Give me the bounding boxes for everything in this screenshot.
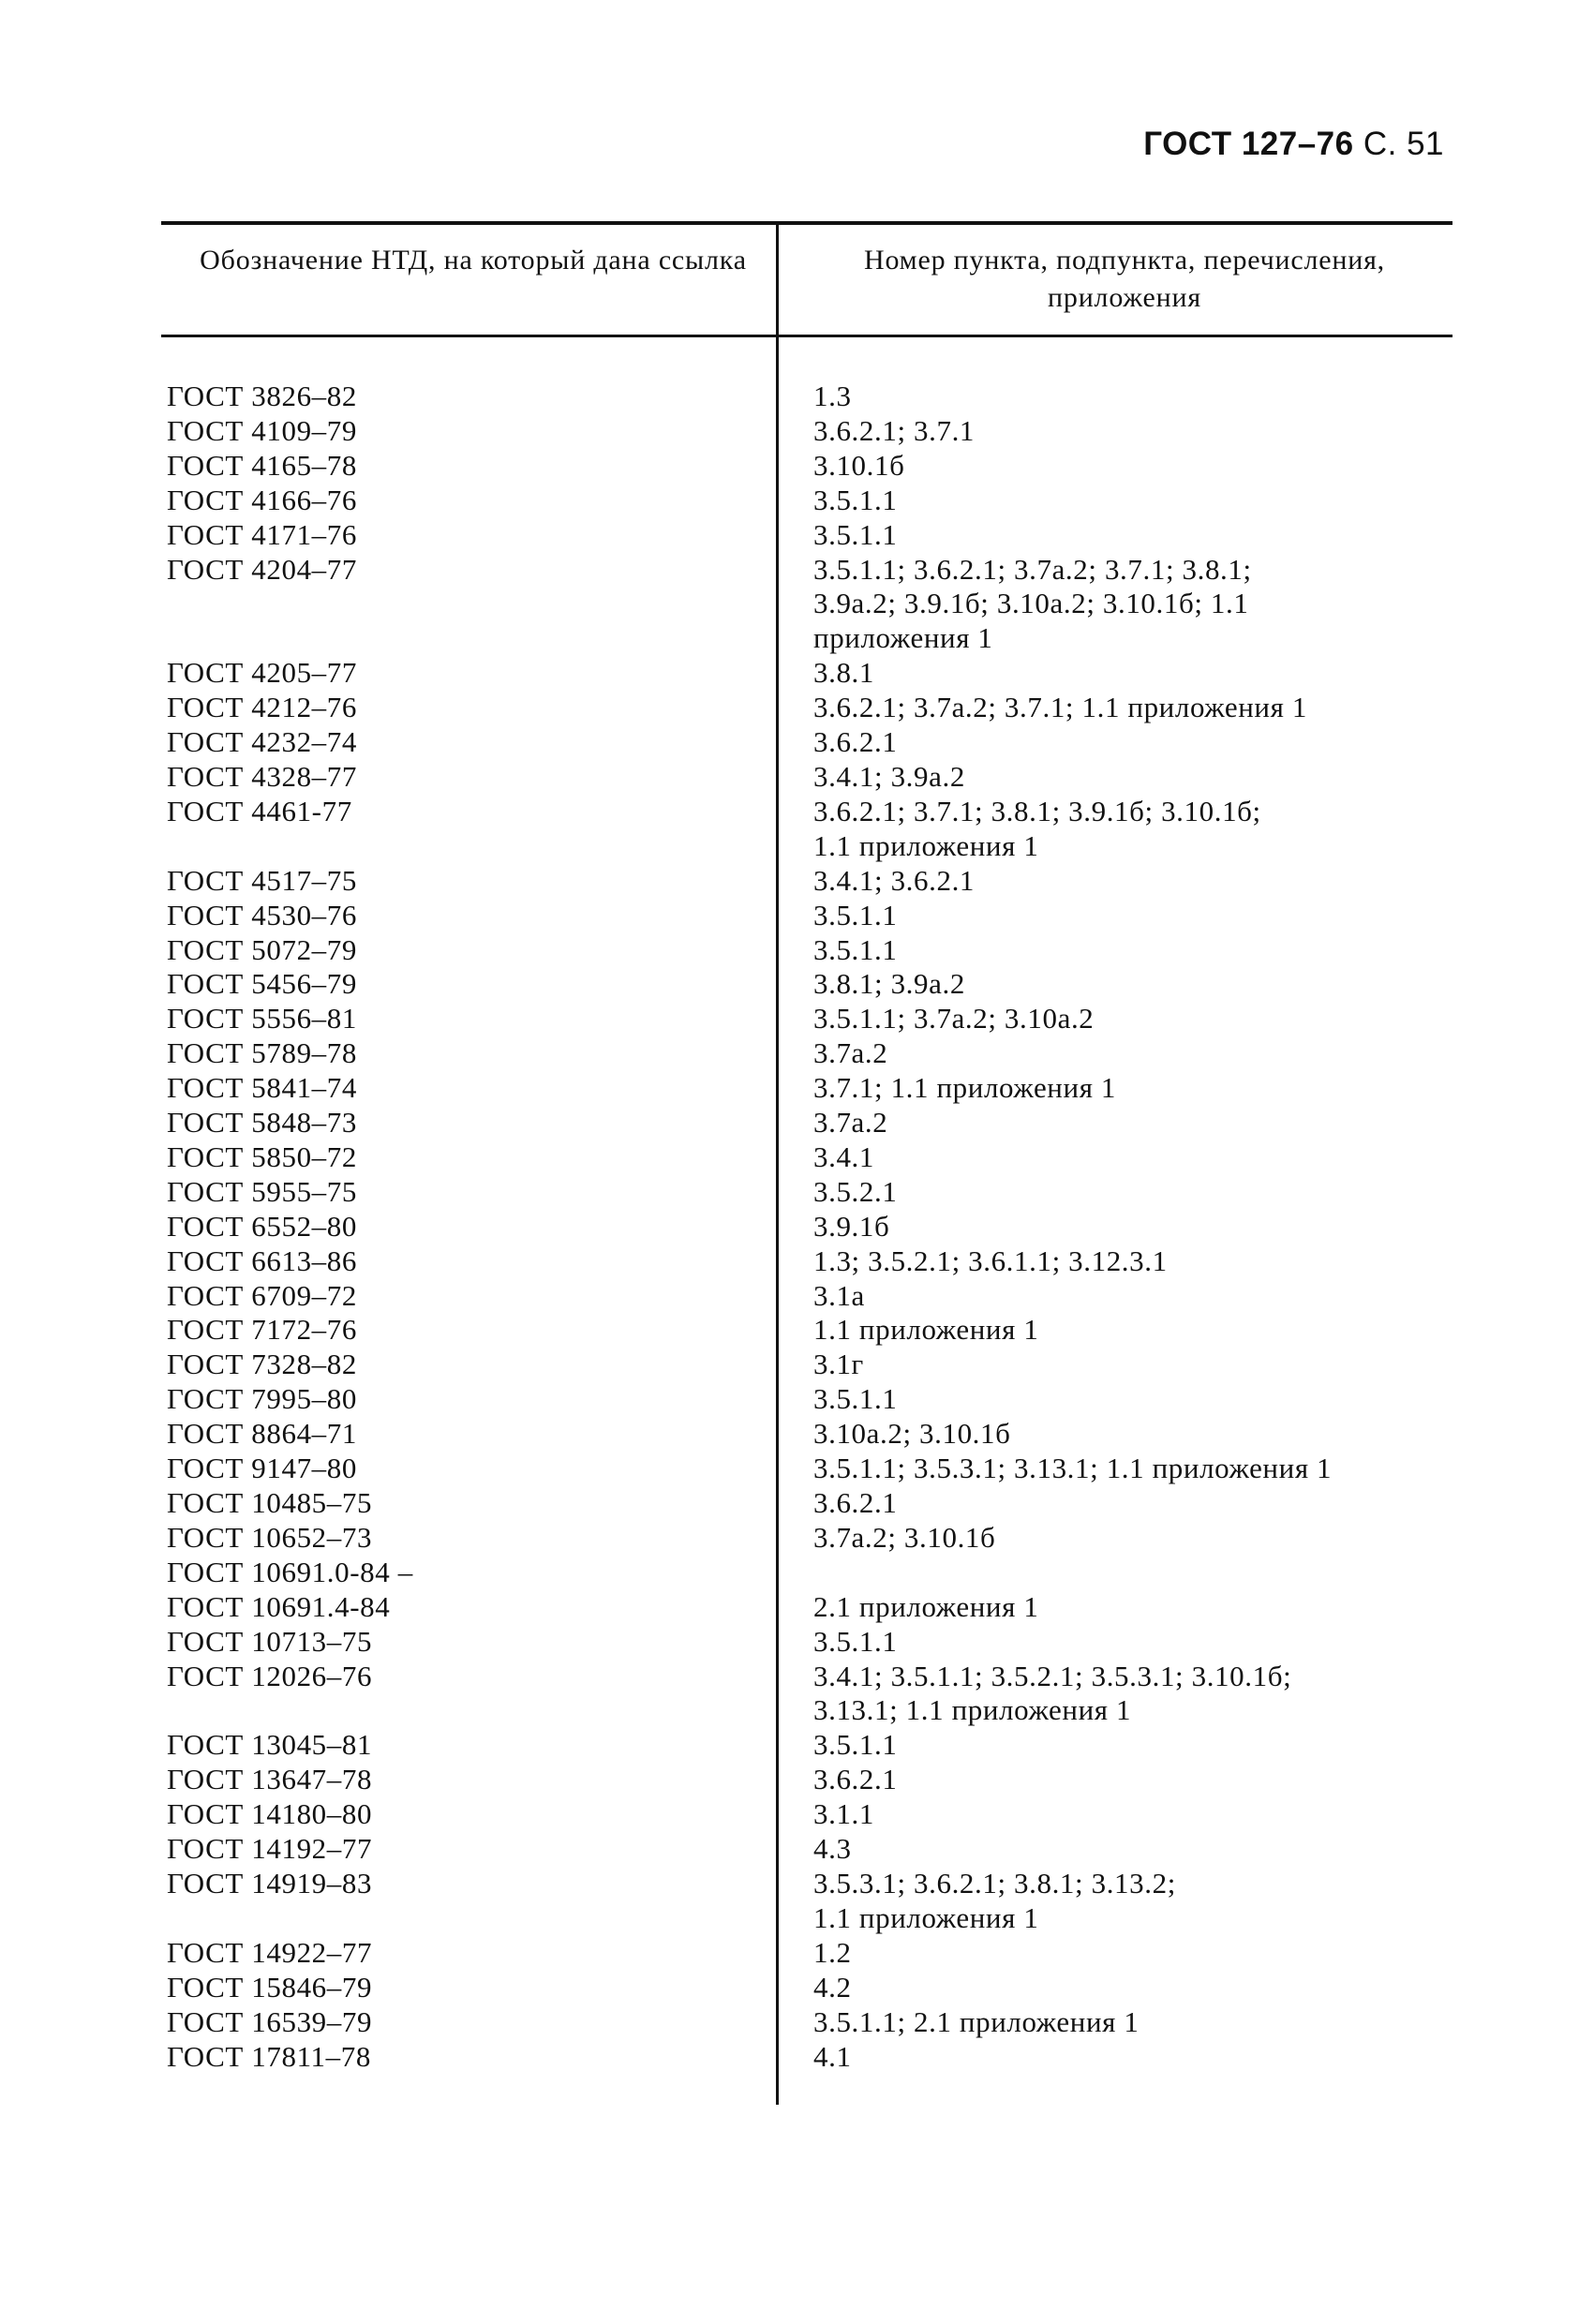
table-row bbox=[161, 1590, 1464, 1625]
clause-reference: 3.8.1 bbox=[813, 656, 874, 690]
clause-reference: 3.5.1.1; 3.5.3.1; 3.13.1; 1.1 приложения 1 bbox=[813, 1452, 1333, 1485]
clause-reference bbox=[813, 1556, 1451, 1590]
table-row bbox=[161, 621, 1464, 656]
table-row bbox=[161, 2005, 1464, 2040]
table-row bbox=[161, 2040, 1464, 2075]
table-header-rule bbox=[161, 335, 1452, 337]
clause-reference: 1.3; 3.5.2.1; 3.6.1.1; 3.12.3.1 bbox=[813, 1244, 1168, 1277]
table-row bbox=[161, 380, 1464, 414]
clause-reference: 3.4.1 bbox=[813, 1140, 874, 1173]
standard-designation: ГОСТ 4204–77 bbox=[167, 552, 357, 586]
reference-table-body bbox=[161, 380, 1464, 2074]
table-row bbox=[161, 1175, 1464, 1210]
standard-designation: ГОСТ 10652–73 bbox=[167, 1520, 373, 1554]
clause-reference: 3.10.1б bbox=[813, 448, 905, 482]
standard-designation bbox=[161, 587, 813, 621]
standard-designation: ГОСТ 5456–79 bbox=[167, 967, 357, 1001]
standard-designation: ГОСТ 4109–79 bbox=[167, 413, 357, 447]
table-row bbox=[161, 1071, 1464, 1106]
standard-designation: ГОСТ 10485–75 bbox=[167, 1486, 373, 1519]
standard-designation: ГОСТ 9147–80 bbox=[167, 1452, 357, 1485]
clause-reference: 1.3 bbox=[813, 380, 852, 412]
standard-designation: ГОСТ 14180–80 bbox=[167, 1797, 373, 1831]
clause-reference: 4.2 bbox=[813, 1970, 852, 2004]
table-row bbox=[161, 1901, 1464, 1936]
table-row bbox=[161, 691, 1464, 725]
standard-designation: ГОСТ 5850–72 bbox=[167, 1140, 357, 1173]
standard-designation: ГОСТ 8864–71 bbox=[167, 1417, 357, 1451]
standard-designation: ГОСТ 6709–72 bbox=[167, 1278, 357, 1312]
standard-designation: ГОСТ 5841–74 bbox=[167, 1071, 357, 1105]
table-row bbox=[161, 1521, 1464, 1556]
clause-reference: 3.5.1.1 bbox=[813, 932, 898, 966]
standard-designation: ГОСТ 6552–80 bbox=[167, 1209, 357, 1243]
clause-reference: 3.5.1.1 bbox=[813, 898, 898, 931]
table-row bbox=[161, 1867, 1464, 1901]
table-row bbox=[161, 1556, 1464, 1590]
table-row bbox=[161, 795, 1464, 829]
table-row bbox=[161, 553, 1464, 588]
clause-reference: 3.1.1 bbox=[813, 1797, 874, 1831]
table-row bbox=[161, 1832, 1464, 1867]
table-top-rule bbox=[161, 221, 1452, 225]
clause-reference: 3.4.1; 3.6.2.1 bbox=[813, 863, 976, 897]
table-row bbox=[161, 1936, 1464, 1971]
clause-reference: 2.1 приложения 1 bbox=[813, 1589, 1039, 1623]
standard-designation: ГОСТ 13045–81 bbox=[167, 1728, 373, 1762]
clause-reference: 3.5.1.1 bbox=[813, 483, 898, 516]
standard-designation: ГОСТ 5955–75 bbox=[167, 1174, 357, 1208]
table-row bbox=[161, 1797, 1464, 1832]
standard-designation: ГОСТ 4530–76 bbox=[167, 898, 357, 931]
clause-reference: 3.5.1.1 bbox=[813, 1382, 898, 1416]
standard-designation: ГОСТ 5556–81 bbox=[167, 1002, 357, 1035]
clause-reference: 1.1 приложения 1 bbox=[813, 1900, 1039, 1934]
standard-designation: ГОСТ 7995–80 bbox=[167, 1382, 357, 1416]
standard-designation: ГОСТ 14192–77 bbox=[167, 1832, 373, 1866]
document-title: ГОСТ 127–76 bbox=[1143, 126, 1354, 162]
clause-reference: 3.5.1.1; 2.1 приложения 1 bbox=[813, 2004, 1140, 2038]
table-row bbox=[161, 1106, 1464, 1140]
standard-designation: ГОСТ 14919–83 bbox=[167, 1866, 373, 1899]
table-row bbox=[161, 829, 1464, 864]
standard-designation: ГОСТ 4517–75 bbox=[167, 863, 357, 897]
clause-reference: 3.5.2.1 bbox=[813, 1174, 898, 1208]
clause-reference: 3.9.1б bbox=[813, 1209, 890, 1243]
table-row bbox=[161, 1279, 1464, 1314]
table-row bbox=[161, 518, 1464, 553]
table-row bbox=[161, 1140, 1464, 1175]
table-row bbox=[161, 656, 1464, 691]
standard-designation: ГОСТ 10691.0-84 – bbox=[167, 1555, 413, 1588]
clause-reference: 1.2 bbox=[813, 1935, 852, 1969]
standard-designation: ГОСТ 14922–77 bbox=[167, 1935, 373, 1969]
clause-reference: 3.8.1; 3.9а.2 bbox=[813, 967, 965, 1001]
table-row bbox=[161, 760, 1464, 795]
standard-designation: ГОСТ 16539–79 bbox=[167, 2004, 373, 2038]
clause-reference: 3.4.1; 3.5.1.1; 3.5.2.1; 3.5.3.1; 3.10.1б; bbox=[813, 1659, 1292, 1692]
standard-designation bbox=[161, 1901, 813, 1936]
table-row bbox=[161, 1763, 1464, 1797]
table-row bbox=[161, 1244, 1464, 1279]
standard-designation bbox=[161, 621, 813, 656]
clause-reference: 3.6.2.1; 3.7.1; 3.8.1; 3.9.1б; 3.10.1б; bbox=[813, 794, 1261, 827]
standard-designation: ГОСТ 12026–76 bbox=[167, 1659, 373, 1692]
clause-reference: 3.6.2.1 bbox=[813, 1486, 898, 1519]
clause-reference: 3.10а.2; 3.10.1б bbox=[813, 1417, 1011, 1451]
table-row bbox=[161, 864, 1464, 899]
table-row bbox=[161, 1417, 1464, 1452]
clause-reference: 3.6.2.1; 3.7.1 bbox=[813, 413, 976, 447]
table-row bbox=[161, 1313, 1464, 1348]
clause-reference: 3.7а.2 bbox=[813, 1106, 888, 1140]
table-row bbox=[161, 1625, 1464, 1660]
standard-designation: ГОСТ 17811–78 bbox=[167, 2039, 371, 2073]
table-row bbox=[161, 1728, 1464, 1763]
standard-designation: ГОСТ 4232–74 bbox=[167, 725, 357, 759]
standard-designation: ГОСТ 4212–76 bbox=[167, 691, 357, 724]
clause-reference: приложения 1 bbox=[813, 621, 993, 655]
clause-reference: 3.5.1.1; 3.7а.2; 3.10а.2 bbox=[813, 1002, 1095, 1035]
table-row bbox=[161, 449, 1464, 484]
table-row bbox=[161, 1002, 1464, 1036]
table-row bbox=[161, 1693, 1464, 1728]
standard-designation: ГОСТ 4205–77 bbox=[167, 656, 357, 690]
clause-reference: 3.5.3.1; 3.6.2.1; 3.8.1; 3.13.2; bbox=[813, 1866, 1176, 1899]
clause-reference: 3.7а.2 bbox=[813, 1036, 888, 1070]
standard-designation: ГОСТ 6613–86 bbox=[167, 1244, 357, 1277]
clause-reference: 1.1 приложения 1 bbox=[813, 828, 1039, 862]
clause-reference: 3.5.1.1; 3.6.2.1; 3.7а.2; 3.7.1; 3.8.1; bbox=[813, 552, 1252, 586]
clause-reference: 3.1а bbox=[813, 1278, 865, 1312]
table-row bbox=[161, 1486, 1464, 1521]
clause-reference: 3.5.1.1 bbox=[813, 517, 898, 551]
standard-designation: ГОСТ 13647–78 bbox=[167, 1763, 373, 1796]
standard-designation: ГОСТ 5789–78 bbox=[167, 1036, 357, 1070]
table-row bbox=[161, 899, 1464, 933]
table-row bbox=[161, 967, 1464, 1002]
standard-designation: ГОСТ 10713–75 bbox=[167, 1624, 373, 1658]
clause-reference: 4.3 bbox=[813, 1832, 852, 1866]
clause-reference: 3.13.1; 1.1 приложения 1 bbox=[813, 1693, 1132, 1727]
clause-reference: 3.7.1; 1.1 приложения 1 bbox=[813, 1071, 1116, 1105]
column-header-reference: Номер пункта, подпункта, перечисления, приложения bbox=[863, 245, 1385, 313]
standard-designation: ГОСТ 4166–76 bbox=[167, 483, 357, 516]
standard-designation: ГОСТ 5848–73 bbox=[167, 1106, 357, 1140]
page-header bbox=[1143, 126, 1444, 163]
clause-reference: 3.9а.2; 3.9.1б; 3.10а.2; 3.10.1б; 1.1 bbox=[813, 587, 1249, 620]
standard-designation: ГОСТ 4461-77 bbox=[167, 794, 352, 827]
standard-designation bbox=[161, 829, 813, 864]
clause-reference: 3.6.2.1; 3.7а.2; 3.7.1; 1.1 приложения 1 bbox=[813, 691, 1307, 724]
clause-reference: 3.1г bbox=[813, 1348, 864, 1381]
clause-reference: 3.4.1; 3.9а.2 bbox=[813, 759, 965, 793]
table-row bbox=[161, 1660, 1464, 1694]
clause-reference: 4.1 bbox=[813, 2039, 852, 2073]
clause-reference: 3.6.2.1 bbox=[813, 725, 898, 759]
table-row bbox=[161, 484, 1464, 518]
table-row bbox=[161, 1382, 1464, 1417]
table-row bbox=[161, 587, 1464, 621]
standard-designation bbox=[161, 1693, 813, 1728]
clause-reference: 3.7а.2; 3.10.1б bbox=[813, 1520, 996, 1554]
clause-reference: 1.1 приложения 1 bbox=[813, 1313, 1039, 1347]
table-row bbox=[161, 933, 1464, 968]
standard-designation: ГОСТ 7328–82 bbox=[167, 1348, 357, 1381]
standard-designation: ГОСТ 4328–77 bbox=[167, 759, 357, 793]
table-row bbox=[161, 1348, 1464, 1382]
table-row bbox=[161, 414, 1464, 449]
standard-designation: ГОСТ 4171–76 bbox=[167, 517, 357, 551]
standard-designation: ГОСТ 4165–78 bbox=[167, 448, 357, 482]
table-row bbox=[161, 725, 1464, 760]
standard-designation: ГОСТ 15846–79 bbox=[167, 1970, 373, 2004]
table-row bbox=[161, 1452, 1464, 1486]
clause-reference: 3.5.1.1 bbox=[813, 1624, 898, 1658]
table-row bbox=[161, 1971, 1464, 2005]
standard-designation: ГОСТ 5072–79 bbox=[167, 932, 357, 966]
page-number: С. 51 bbox=[1363, 126, 1444, 162]
standard-designation: ГОСТ 7172–76 bbox=[167, 1313, 357, 1347]
standard-designation: ГОСТ 10691.4-84 bbox=[167, 1589, 391, 1623]
table-row bbox=[161, 1036, 1464, 1071]
column-header-standard: Обозначение НТД, на который дана ссылка bbox=[200, 245, 747, 276]
table-row bbox=[161, 1210, 1464, 1244]
clause-reference: 3.6.2.1 bbox=[813, 1763, 898, 1796]
standard-designation: ГОСТ 3826–82 bbox=[167, 380, 357, 412]
clause-reference: 3.5.1.1 bbox=[813, 1728, 898, 1762]
